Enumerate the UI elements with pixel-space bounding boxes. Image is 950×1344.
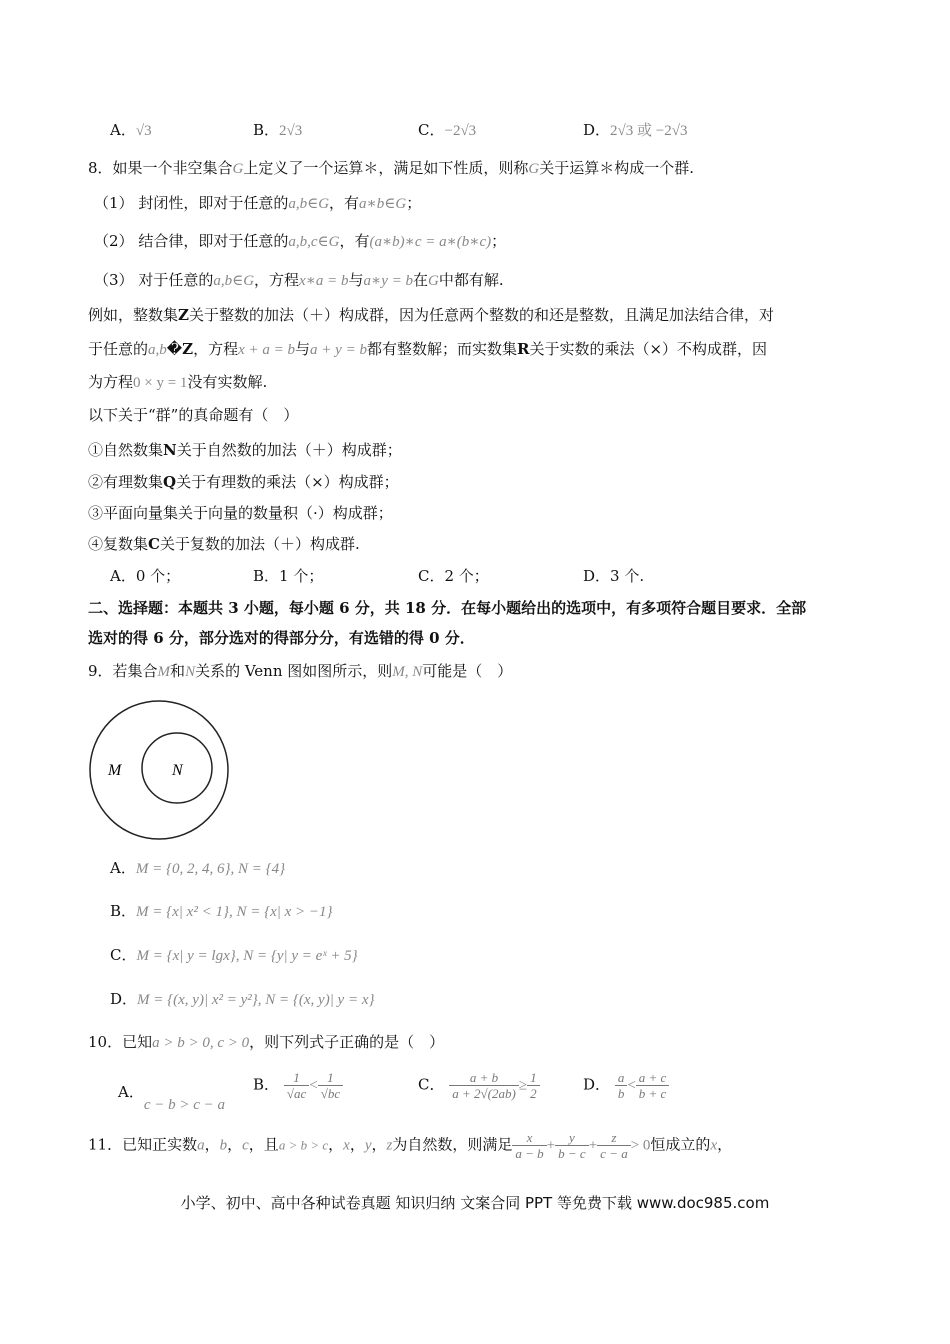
option-label: D． (583, 1075, 611, 1094)
q8-option-a: A．0 个； (110, 567, 181, 585)
math: a∗y = b (363, 273, 414, 289)
option-math: −2√3 (444, 123, 477, 139)
math: x (343, 1137, 350, 1154)
text: ，方程 (193, 340, 239, 358)
text: 恒成立的 (650, 1135, 711, 1154)
text: 与 (295, 340, 311, 358)
option-math: √3 (135, 123, 152, 139)
option-math: 2√3 或 −2√3 (610, 123, 688, 139)
text: 关系的 Venn 图如图所示，则 (195, 662, 393, 680)
math: M (157, 664, 171, 680)
fraction (555, 1130, 589, 1161)
text: 10．已知 (88, 1033, 153, 1051)
set-symbol: Z (182, 340, 194, 358)
denominator: 2 (530, 1086, 537, 1101)
q9-option-a (110, 858, 285, 879)
q8-property-2 (94, 231, 506, 252)
text: 结合律，即对于任意的 (138, 232, 289, 250)
numerator: z (597, 1130, 631, 1146)
q8-statement-2 (88, 472, 399, 492)
math: a,b∈G (213, 273, 255, 289)
numerator: a + c (636, 1070, 670, 1086)
option-math: M = {x| x² < 1}, N = {x| x > −1} (136, 904, 333, 920)
q8-statement-1 (88, 440, 402, 460)
q10-option-c (418, 1070, 540, 1101)
q8-example-line-2 (88, 339, 767, 360)
venn-label-n: N (172, 762, 183, 779)
fraction (597, 1130, 631, 1161)
option-math: c − b > c − a (143, 1097, 226, 1113)
q10-option-a (118, 1082, 226, 1113)
math: a,b∈G (288, 196, 330, 212)
numerator: 1 (284, 1070, 309, 1086)
denominator: b − c (558, 1146, 586, 1161)
numerator: 1 (527, 1070, 540, 1086)
denominator: c − a (600, 1146, 628, 1161)
q9-option-b (110, 901, 333, 922)
text: 关于自然数的加法（＋）构成群； (176, 441, 402, 459)
text: 关于实数的乘法（×）不构成群，因 (529, 340, 768, 358)
option-label: C． (110, 946, 137, 964)
option-label: A． (110, 121, 136, 139)
q8-option-b: B．1 个； (253, 567, 324, 585)
text: 封闭性，即对于任意的 (138, 194, 289, 212)
text: ； (406, 194, 422, 212)
option-label: C． (418, 1075, 445, 1094)
math: z (386, 1137, 393, 1154)
q7-option-c (418, 120, 476, 141)
math: a + y = b (310, 342, 367, 358)
option-label: C． (418, 121, 445, 139)
q8-question: 以下关于“群”的真命题有（ ） (88, 406, 299, 424)
fraction (449, 1070, 519, 1101)
q7-option-d (583, 120, 687, 141)
fraction (318, 1070, 343, 1101)
q9-option-c (110, 945, 358, 966)
text: 关于有理数的乘法（×）构成群； (176, 473, 399, 491)
fraction (284, 1070, 309, 1101)
section-2-heading-line-1: 二、选择题：本题共 3 小题，每小题 6 分，共 18 分．在每小题给出的选项中，有多项符合题目要求．全部 (88, 599, 807, 617)
set-symbol: C (148, 535, 160, 553)
text: 8．如果一个非空集合 (88, 159, 233, 177)
q10-option-b (253, 1070, 343, 1101)
math: c (242, 1137, 249, 1154)
option-label: A． (110, 859, 136, 877)
option-label: B． (110, 902, 137, 920)
math: a∗b∈G (359, 196, 407, 212)
math: a,b,c∈G (288, 234, 340, 250)
text: 与 (348, 271, 364, 289)
text: ②有理数集 (88, 473, 164, 491)
set-symbol: R (516, 340, 530, 358)
text: 中都有解. (438, 271, 504, 289)
section-2-heading-line-2: 选对的得 6 分，部分选对的得部分分，有选错的得 0 分． (88, 629, 475, 647)
numerator: a + b (449, 1070, 519, 1086)
page-footer: 小学、初中、高中各种试卷真题 知识归纳 文案合同 PPT 等免费下载 www.doc985.com (180, 1194, 770, 1212)
fraction (615, 1070, 628, 1101)
numerator: y (555, 1130, 589, 1146)
text: 于任意的 (88, 340, 149, 358)
text: （3） (94, 271, 134, 289)
q11-stem: 11．已知正实数a，b，c，且a > b > c，x，y，z为自然数，则满足 $\frac{x}{a - b}$ + $\frac{y}{b - c}$ + $\frac{z}{c - a}$ > 0恒成立的x， (88, 1130, 733, 1161)
option-math: M = {0, 2, 4, 6}, N = {4} (135, 861, 286, 877)
option-label: D． (583, 121, 611, 139)
replacement-glyph: � (166, 340, 183, 358)
option-label: B． (253, 121, 280, 139)
math: x∗a = b (299, 273, 349, 289)
q10-stem (88, 1032, 444, 1053)
text: 和 (170, 662, 186, 680)
option-math: 2√3 (279, 123, 303, 139)
q8-property-1 (94, 193, 421, 214)
q8-option-d: D．3 个. (583, 567, 645, 585)
denominator: b + c (638, 1086, 667, 1101)
text: 为自然数，则满足 (392, 1135, 513, 1154)
text: ，有 (329, 194, 360, 212)
denominator: √bc (320, 1086, 341, 1101)
text: ， (328, 1135, 344, 1154)
text: 上定义了一个运算＊，满足如下性质，则称 (243, 159, 529, 177)
math: a > b > c (278, 1137, 329, 1153)
q8-option-c: C．2 个； (418, 567, 489, 585)
text: ，方程 (254, 271, 300, 289)
math: G (528, 161, 540, 177)
fraction (512, 1130, 546, 1161)
denominator: a − b (515, 1146, 544, 1161)
math: y (364, 1137, 372, 1154)
set-symbol: Z (178, 306, 189, 324)
math: a,b (148, 342, 167, 358)
text: 关于运算＊构成一个群. (539, 159, 695, 177)
venn-label-m: M (108, 762, 122, 779)
text: 对于任意的 (138, 271, 214, 289)
q7-option-a (110, 120, 152, 141)
q8-property-3 (94, 270, 504, 291)
text: 没有实数解. (187, 373, 268, 391)
option-math: M = {(x, y)| x² = y²}, N = {(x, y)| y = x} (137, 992, 375, 1008)
q8-example-line-3 (88, 372, 267, 393)
numerator: x (512, 1130, 546, 1146)
q8-stem (88, 158, 694, 179)
math: a (197, 1137, 205, 1154)
text: ， (204, 1135, 220, 1154)
denominator: √ac (286, 1086, 307, 1101)
math: x + a = b (238, 342, 296, 358)
text: 例如，整数集 (88, 306, 179, 324)
text: ，有 (339, 232, 370, 250)
denominator: b (617, 1086, 625, 1101)
q10-option-d (583, 1070, 669, 1101)
text: 在 (413, 271, 429, 289)
text: ， (717, 1135, 733, 1154)
option-label: B． (253, 1075, 280, 1094)
text: ； (491, 232, 507, 250)
text: ， (371, 1135, 387, 1154)
option-label: A． (118, 1083, 144, 1101)
q9-option-d (110, 989, 375, 1010)
option-math: M = {x| y = lgx}, N = {y| y = eˣ + 5} (136, 948, 358, 964)
operator: ≥ (518, 1077, 528, 1094)
venn-diagram (84, 695, 234, 845)
numerator: 1 (318, 1070, 343, 1086)
text: 9．若集合 (88, 662, 158, 680)
math: G (232, 161, 244, 177)
text: ④复数集 (88, 535, 149, 553)
set-symbol: Q (163, 473, 177, 491)
text: ①自然数集 (88, 441, 164, 459)
fraction (527, 1070, 540, 1101)
math: G (428, 273, 439, 289)
q8-statement-3: ③平面向量集关于向量的数量积（·）构成群； (88, 504, 393, 522)
math: x (710, 1137, 718, 1154)
text: ，且 (248, 1135, 279, 1154)
q8-statement-4 (88, 534, 360, 554)
math: a > b > 0, c > 0 (152, 1035, 250, 1051)
numerator: a (615, 1070, 628, 1086)
math: b (219, 1137, 228, 1154)
fraction (636, 1070, 670, 1101)
math: > 0 (630, 1137, 651, 1154)
math: 0 × y = 1 (133, 375, 188, 391)
q7-option-b (253, 120, 302, 141)
text: 都有整数解；而实数集 (366, 340, 517, 358)
text: ， (227, 1135, 243, 1154)
text: ，则下列式子正确的是（ ） (249, 1033, 445, 1051)
text: ， (349, 1135, 365, 1154)
operator: < (627, 1077, 636, 1094)
text: （2） (94, 232, 134, 250)
text: （1） (94, 194, 134, 212)
q8-example-line-1 (88, 305, 774, 325)
text: 为方程 (88, 373, 134, 391)
math: M, N (392, 664, 423, 680)
operator: < (309, 1077, 318, 1094)
math: N (185, 664, 196, 680)
math: (a∗b)∗c = a∗(b∗c) (369, 234, 492, 250)
text: 关于复数的加法（＋）构成群. (159, 535, 360, 553)
text: 可能是（ ） (422, 662, 513, 680)
set-symbol: N (163, 441, 177, 459)
denominator: a + 2√(2ab) (452, 1086, 516, 1101)
option-label: D． (110, 990, 138, 1008)
text: 关于整数的加法（＋）构成群，因为任意两个整数的和还是整数，且满足加法结合律，对 (188, 306, 774, 324)
q9-stem (88, 661, 512, 682)
text: 11．已知正实数 (88, 1135, 198, 1154)
